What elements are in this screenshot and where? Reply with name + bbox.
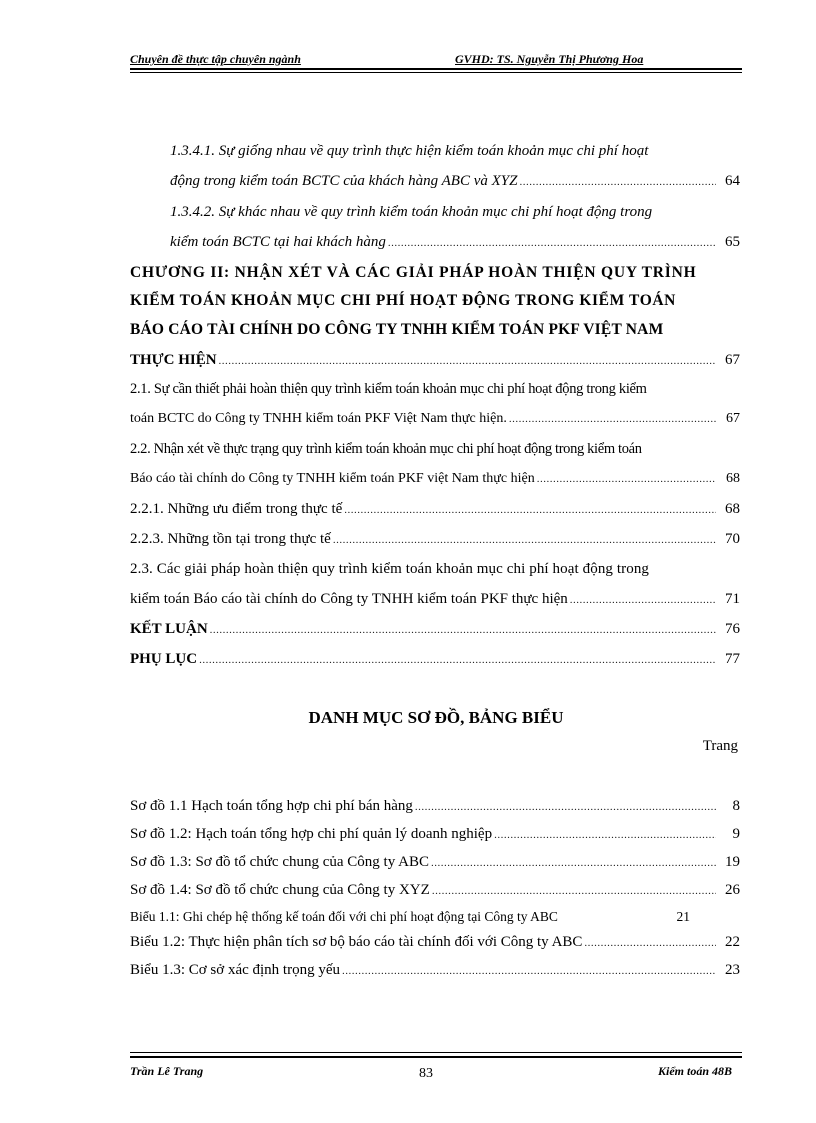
toc-entry-1-page: 64 xyxy=(725,173,740,189)
figure-entry-2-page: 9 xyxy=(732,826,740,842)
header-rule-thick xyxy=(130,68,742,70)
page-column-label: Trang xyxy=(702,738,738,754)
dot-leader xyxy=(344,499,716,520)
figure-entry-5-text: Biểu 1.1: Ghi chép hệ thống kế toán đối với chi phí hoạt động tại Công ty ABC xyxy=(130,909,558,924)
toc-entry-2-3-line-2 xyxy=(130,589,742,610)
toc-chapter-2-line-3: BÁO CÁO TÀI CHÍNH DO CÔNG TY TNHH KIỂM TOÁN PKF VIỆT NAM xyxy=(130,321,664,338)
page xyxy=(130,0,742,1123)
header-right: GVHD: TS. Nguyễn Thị Phương Hoa xyxy=(455,52,644,66)
figure-entry-1 xyxy=(130,796,742,817)
toc-entry-2-2-text: Báo cáo tài chính do Công ty TNHH kiểm toán PKF việt Nam thực hiện xyxy=(130,471,535,486)
toc-chapter-2-page: 67 xyxy=(725,352,740,368)
toc-entry-2-2-line-2 xyxy=(130,469,742,489)
dot-leader xyxy=(210,619,716,640)
toc-conclusion xyxy=(130,619,742,640)
toc-chapter-2-text: THỰC HIỆN xyxy=(130,352,217,368)
dot-leader xyxy=(388,232,716,253)
toc-entry-2-2-line-1: 2.2. Nhận xét về thực trạng quy trình kiểm toán khoản mục chi phí hoạt động trong kiểm toán xyxy=(130,441,642,457)
toc-entry-2-1-page: 67 xyxy=(726,411,740,426)
dot-leader xyxy=(570,589,716,610)
figure-entry-6-page: 22 xyxy=(725,934,740,950)
dot-leader xyxy=(415,796,716,817)
toc-entry-2-1-text: toán BCTC do Công ty TNHH kiểm toán PKF Việt Nam thực hiện. xyxy=(130,411,507,426)
header-rule-thin xyxy=(130,72,742,73)
footer-class: Kiểm toán 48B xyxy=(657,1064,732,1078)
toc-entry-2-3-page: 71 xyxy=(725,591,740,607)
toc-entry-2-2-1-text: 2.2.1. Những ưu điểm trong thực tế xyxy=(130,501,343,517)
toc-appendix-text: PHỤ LỤC xyxy=(130,651,198,667)
dot-leader xyxy=(219,350,716,371)
toc-appendix xyxy=(130,649,742,670)
toc-entry-2-3-text: kiểm toán Báo cáo tài chính do Công ty TNHH kiểm toán PKF thực hiện xyxy=(130,591,568,607)
toc-entry-2-1-line-1: 2.1. Sự cần thiết phải hoàn thiện quy trình kiểm toán khoản mục chi phí hoạt động trong kiểm xyxy=(130,381,647,397)
footer-rule-thin xyxy=(130,1052,742,1053)
footer-page-number: 83 xyxy=(419,1066,433,1081)
figure-entry-4-text: Sơ đồ 1.4: Sơ đồ tổ chức chung của Công ty XYZ xyxy=(130,882,430,898)
toc-entry-2-line-2 xyxy=(170,232,742,253)
footer-author: Trần Lê Trang xyxy=(130,1064,204,1078)
toc-entry-2-line-1: 1.3.4.2. Sự khác nhau về quy trình kiểm toán khoản mục chi phí hoạt động trong xyxy=(170,204,653,220)
figure-entry-3-page: 19 xyxy=(725,854,740,870)
toc-entry-2-2-3-page: 70 xyxy=(725,531,740,547)
dot-leader xyxy=(199,649,716,670)
dot-leader xyxy=(342,960,716,981)
figure-entry-6-text: Biểu 1.2: Thực hiện phân tích sơ bộ báo cáo tài chính đối với Công ty ABC xyxy=(130,934,583,950)
toc-entry-2-3-line-1: 2.3. Các giải pháp hoàn thiện quy trình kiểm toán khoản mục chi phí hoạt động trong xyxy=(130,561,650,577)
toc-chapter-2-line-4 xyxy=(130,350,742,371)
toc-chapter-2-line-1: CHƯƠNG II: NHẬN XÉT VÀ CÁC GIẢI PHÁP HOÀN THIỆN QUY TRÌNH xyxy=(130,264,697,281)
running-header xyxy=(130,52,742,68)
toc-entry-2-1-line-2 xyxy=(130,409,742,429)
toc-appendix-page: 77 xyxy=(725,651,740,667)
dot-leader xyxy=(509,409,716,429)
figure-entry-1-text: Sơ đồ 1.1 Hạch toán tổng hợp chi phí bán hàng xyxy=(130,798,413,814)
toc-conclusion-text: KẾT LUẬN xyxy=(130,621,208,637)
figures-list-title: DANH MỤC SƠ ĐỒ, BẢNG BIỂU xyxy=(308,708,564,727)
header-left: Chuyên đề thực tập chuyên ngành xyxy=(130,52,301,66)
figure-entry-7 xyxy=(130,960,742,981)
toc-entry-2-2-1-page: 68 xyxy=(725,501,740,517)
toc-entry-2-2-page: 68 xyxy=(726,471,740,486)
figure-entry-3-text: Sơ đồ 1.3: Sơ đồ tổ chức chung của Công ty ABC xyxy=(130,854,429,870)
footer-rule-thick xyxy=(130,1056,742,1058)
figure-entry-7-page: 23 xyxy=(725,962,740,978)
dot-leader xyxy=(519,171,716,192)
dot-leader xyxy=(431,852,716,873)
figure-entry-5 xyxy=(130,907,690,927)
figure-entry-4 xyxy=(130,880,742,901)
dot-leader xyxy=(584,932,716,953)
toc-entry-2-page: 65 xyxy=(725,234,740,250)
dot-leader xyxy=(432,880,716,901)
figure-entry-4-page: 26 xyxy=(725,882,740,898)
figure-entry-7-text: Biểu 1.3: Cơ sở xác định trọng yếu xyxy=(130,962,341,978)
figure-entry-1-page: 8 xyxy=(732,798,740,814)
toc-entry-1-line-2 xyxy=(170,171,742,192)
toc-entry-2-2-1 xyxy=(130,499,742,520)
dot-leader xyxy=(494,824,716,845)
toc-entry-2-2-3-text: 2.2.3. Những tồn tại trong thực tế xyxy=(130,531,331,547)
toc-chapter-2-line-2: KIỂM TOÁN KHOẢN MỤC CHI PHÍ HOẠT ĐỘNG TRONG KIỂM TOÁN xyxy=(130,292,676,309)
toc-entry-2-text: kiểm toán BCTC tại hai khách hàng xyxy=(170,234,386,250)
dot-leader xyxy=(333,529,716,550)
dot-leader xyxy=(537,469,716,489)
running-footer xyxy=(130,1064,742,1082)
toc-entry-2-2-3 xyxy=(130,529,742,550)
toc-conclusion-page: 76 xyxy=(725,621,740,637)
toc-entry-1-text: động trong kiểm toán BCTC của khách hàng ABC và XYZ xyxy=(170,173,518,189)
toc-entry-1-line-1: 1.3.4.1. Sự giống nhau về quy trình thực hiện kiểm toán khoản mục chi phí hoạt xyxy=(170,143,649,159)
figure-entry-2 xyxy=(130,824,742,845)
figure-entry-3 xyxy=(130,852,742,873)
figure-entry-2-text: Sơ đồ 1.2: Hạch toán tổng hợp chi phí quản lý doanh nghiệp xyxy=(130,826,493,842)
figure-entry-6 xyxy=(130,932,742,953)
figure-entry-5-page: 21 xyxy=(676,909,690,924)
